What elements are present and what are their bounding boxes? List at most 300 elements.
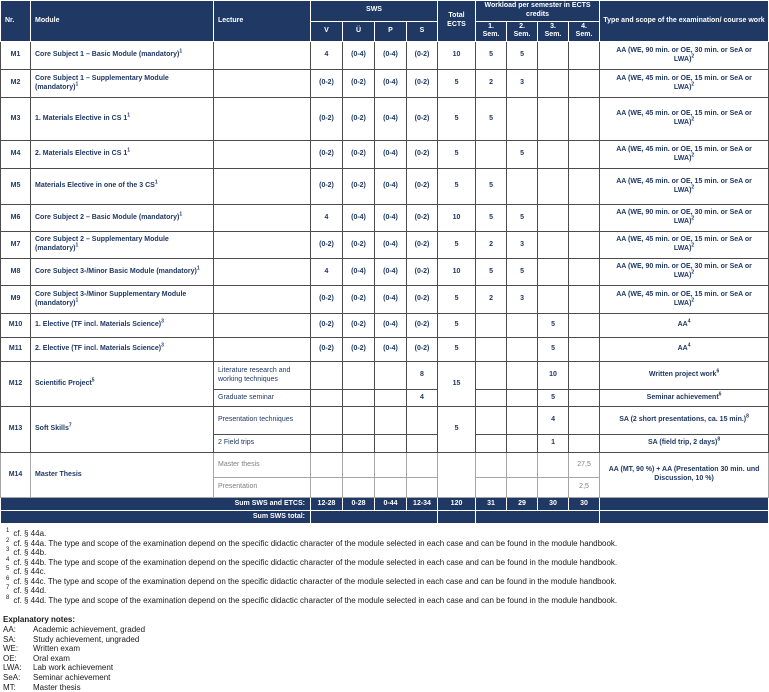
sws-v-cell (311, 478, 343, 498)
abbreviation-description: Lab work achievement (33, 663, 114, 673)
col-header-total-ects: Total ECTS (438, 1, 476, 42)
sem4-workload-cell (569, 232, 600, 259)
sum-sem4: 30 (569, 498, 600, 511)
module-row-M14-sub1 (1, 453, 769, 478)
explanatory-item-lwa (3, 663, 768, 673)
total-ects-cell: 5 (438, 169, 476, 205)
footnote-ref: 1 (179, 48, 183, 55)
sem3-workload-cell (538, 70, 569, 98)
footnote-text: cf. § 44b. The type and scope of the examination depend on the specific didactic character of the module selected in each case and can be found in the module handbook. (13, 557, 618, 567)
sws-v-cell (311, 390, 343, 407)
sum-total-label: Sum SWS total: (1, 511, 311, 524)
col-header-sws-v: V (311, 21, 343, 42)
sem2-workload-cell: 3 (507, 286, 538, 314)
sum-sws-v: 12-28 (311, 498, 343, 511)
footnote-ref: 2 (691, 269, 695, 276)
sws-p-cell: (0-4) (375, 42, 407, 70)
sws-v-cell: (0-2) (311, 70, 343, 98)
sws-u-cell: (0-2) (343, 70, 375, 98)
explanatory-notes-title: Explanatory notes: (3, 615, 76, 624)
sem1-workload-cell: 2 (476, 286, 507, 314)
footnote-ref: 2 (691, 215, 695, 222)
exam-type-cell: AA (WE, 45 min. or OE, 15 min. or SeA or LWA)$^2$ (600, 98, 769, 141)
explanatory-notes-list (3, 625, 768, 692)
module-row-M3 (1, 98, 769, 141)
sum-sem2: 29 (507, 498, 538, 511)
total-ects-cell: 5 (438, 141, 476, 169)
col-header-sem4: 4. Sem. (569, 21, 600, 42)
footnote-ref: 1 (154, 179, 158, 186)
sem1-workload-cell (476, 478, 507, 498)
sws-u-cell: (0-2) (343, 141, 375, 169)
sws-u-cell (343, 362, 375, 390)
sem1-workload-cell: 2 (476, 232, 507, 259)
sem1-workload-cell (476, 407, 507, 435)
col-header-sws-p: P (375, 21, 407, 42)
footnote-6 (3, 577, 768, 587)
lecture-cell (214, 169, 311, 205)
sws-p-cell (375, 453, 407, 478)
footnote-ref: 8 (746, 413, 749, 420)
sws-s-cell: (0-2) (407, 169, 438, 205)
sem4-workload-cell (569, 338, 600, 362)
module-nr: M6 (1, 205, 31, 232)
sws-s-cell (407, 435, 438, 453)
sem4-workload-cell: 27,5 (569, 453, 600, 478)
footnote-ref: 3 (161, 318, 164, 325)
sws-p-cell: (0-4) (375, 70, 407, 98)
sem4-workload-cell (569, 205, 600, 232)
sem4-workload-cell (569, 259, 600, 286)
footnote-ref: 4 (687, 342, 691, 349)
col-header-sem3: 3. Sem. (538, 21, 569, 42)
footnote-ref: 2 (691, 116, 695, 123)
module-name: Core Subject 1 – Supplementary Module (mandatory)$^1$ (31, 70, 214, 98)
total-ects-cell: 10 (438, 259, 476, 286)
sws-p-cell: (0-4) (375, 141, 407, 169)
sem1-workload-cell (476, 390, 507, 407)
exam-type-cell: AA (WE, 90 min. or OE, 30 min. or SeA or LWA)$^2$ (600, 42, 769, 70)
module-nr: M5 (1, 169, 31, 205)
abbreviation-label: SeA: (3, 672, 21, 682)
sem3-workload-cell (538, 42, 569, 70)
exam-type-cell: AA (WE, 45 min. or OE, 15 min. or SeA or LWA)$^2$ (600, 141, 769, 169)
col-header-nr: Nr. (1, 1, 31, 42)
abbreviation-description: Academic achievement, graded (33, 625, 146, 634)
sws-p-cell (375, 478, 407, 498)
module-name: Master Thesis (31, 453, 214, 498)
lecture-cell: Literature research and working techniques (214, 362, 311, 390)
sem3-workload-cell (538, 205, 569, 232)
sws-p-cell (375, 407, 407, 435)
sws-u-cell: (0-4) (343, 205, 375, 232)
sum-exam-blank (600, 498, 769, 511)
sws-u-cell: (0-2) (343, 338, 375, 362)
sem2-workload-cell: 5 (507, 42, 538, 70)
footnote-ref: 7 (68, 422, 72, 429)
col-header-sem1: 1. Sem. (476, 21, 507, 42)
module-nr: M13 (1, 407, 31, 453)
footnote-number: 8 (6, 594, 10, 601)
sem2-workload-cell (507, 407, 538, 435)
footnote-ref: 2 (691, 53, 695, 60)
footnote-ref: 2 (691, 297, 695, 304)
module-row-M13-sub1 (1, 407, 769, 435)
abbreviation-description: Seminar achievement (33, 672, 111, 682)
abbreviation-description: Oral exam (33, 653, 70, 663)
sem1-workload-cell: 5 (476, 98, 507, 141)
module-row-M2 (1, 70, 769, 98)
footnote-8 (3, 596, 768, 606)
footnote-text: cf. § 44d. The type and scope of the examination depend on the specific didactic character of the module selected in each case and can be found in the module handbook. (13, 595, 618, 605)
module-row-M5 (1, 169, 769, 205)
abbreviation-label: OE: (3, 653, 17, 663)
sem4-workload-cell (569, 169, 600, 205)
module-nr: M4 (1, 141, 31, 169)
sem2-workload-cell (507, 98, 538, 141)
sem1-workload-cell (476, 453, 507, 478)
sws-s-cell: (0-2) (407, 314, 438, 338)
module-nr: M11 (1, 338, 31, 362)
sem1-workload-cell: 5 (476, 259, 507, 286)
total-ects-cell: 5 (438, 407, 476, 453)
sws-s-cell: (0-2) (407, 42, 438, 70)
footnote-7 (3, 586, 768, 596)
sum-total-ects: 120 (438, 498, 476, 511)
module-nr: M7 (1, 232, 31, 259)
footnote-ref: 2 (691, 242, 695, 249)
sws-s-cell: (0-2) (407, 205, 438, 232)
footnote-ref: 6 (718, 391, 722, 398)
module-row-M4 (1, 141, 769, 169)
module-name: Materials Elective in one of the 3 $CS^1$ (31, 169, 214, 205)
sem4-workload-cell (569, 70, 600, 98)
sws-s-cell: (0-2) (407, 98, 438, 141)
sem2-workload-cell (507, 435, 538, 453)
exam-type-cell: AA (WE, 45 min. or OE, 15 min. or SeA or LWA)$^2$ (600, 70, 769, 98)
module-row-M11 (1, 338, 769, 362)
sem3-workload-cell (538, 98, 569, 141)
exam-type-cell: AA (WE, 45 min. or OE, 15 min. or SeA or LWA)$^2$ (600, 286, 769, 314)
sws-s-cell: (0-2) (407, 286, 438, 314)
sem3-workload-cell: 1 (538, 435, 569, 453)
sum-sws-u: 0-28 (343, 498, 375, 511)
col-header-sws-u: Ü (343, 21, 375, 42)
sws-u-cell: (0-4) (343, 259, 375, 286)
sws-s-cell (407, 478, 438, 498)
module-name: Scientific Project$^5$ (31, 362, 214, 407)
sws-p-cell: (0-4) (375, 205, 407, 232)
footnote-number: 7 (6, 585, 10, 592)
footnote-ref: 1 (75, 81, 79, 88)
total-ects-cell (438, 453, 476, 498)
module-nr: M3 (1, 98, 31, 141)
module-name: Core Subject 2 – Supplementary Module (mandatory)$^1$ (31, 232, 214, 259)
sws-s-cell: 4 (407, 390, 438, 407)
lecture-cell: Graduate seminar (214, 390, 311, 407)
sum-sem1: 31 (476, 498, 507, 511)
exam-type-cell: AA (WE, 90 min. or OE, 30 min. or SeA or LWA)$^2$ (600, 205, 769, 232)
sem1-workload-cell (476, 141, 507, 169)
sem4-workload-cell (569, 435, 600, 453)
sem2-workload-cell: 3 (507, 232, 538, 259)
explanatory-notes-section (3, 615, 768, 692)
total-ects-cell: 10 (438, 42, 476, 70)
footnote-ref: 1 (75, 242, 79, 249)
table-body (1, 42, 769, 524)
sem3-workload-cell: 10 (538, 362, 569, 390)
lecture-cell (214, 141, 311, 169)
sws-s-cell (407, 407, 438, 435)
explanatory-item-we (3, 644, 768, 654)
sem1-workload-cell: 5 (476, 169, 507, 205)
footnote-number: 2 (6, 537, 10, 544)
col-header-workload: Workload per semester in ECTS credits (476, 1, 600, 22)
abbreviation-description: Written exam (33, 644, 80, 654)
sem2-workload-cell (507, 314, 538, 338)
sem4-workload-cell (569, 98, 600, 141)
sws-v-cell: (0-2) (311, 338, 343, 362)
module-nr: M2 (1, 70, 31, 98)
sws-p-cell: (0-4) (375, 314, 407, 338)
sem2-workload-cell (507, 478, 538, 498)
module-name: Core Subject 3-/Minor Supplementary Module (mandatory)$^1$ (31, 286, 214, 314)
lecture-cell: Master thesis (214, 453, 311, 478)
sws-v-cell: 4 (311, 205, 343, 232)
sem4-workload-cell (569, 314, 600, 338)
module-nr: M9 (1, 286, 31, 314)
sem2-workload-cell (507, 453, 538, 478)
footnote-ref: 2 (691, 81, 695, 88)
sws-p-cell: (0-4) (375, 169, 407, 205)
module-row-M8 (1, 259, 769, 286)
footnote-1 (3, 529, 768, 539)
total-ects-cell: 5 (438, 98, 476, 141)
sem4-workload-cell (569, 390, 600, 407)
sws-u-cell: (0-2) (343, 98, 375, 141)
sem2-workload-cell (507, 390, 538, 407)
sum-total-exam-blank (600, 511, 769, 524)
footnote-number: 5 (6, 566, 10, 573)
sem2-workload-cell (507, 362, 538, 390)
total-ects-cell: 5 (438, 286, 476, 314)
sem1-workload-cell (476, 362, 507, 390)
sws-p-cell: (0-4) (375, 232, 407, 259)
exam-type-cell: Written project work$^6$ (600, 362, 769, 390)
sem3-workload-cell (538, 141, 569, 169)
footnote-text: cf. § 44c. (13, 567, 46, 576)
sem1-workload-cell: 5 (476, 42, 507, 70)
sem1-workload-cell (476, 338, 507, 362)
sum-total-ects-blank (438, 511, 476, 524)
sws-v-cell (311, 407, 343, 435)
sem3-workload-cell: 5 (538, 314, 569, 338)
explanatory-item-sea (3, 673, 768, 683)
col-header-sem2: 2. Sem. (507, 21, 538, 42)
lecture-cell: 2 Field trips (214, 435, 311, 453)
sws-v-cell (311, 453, 343, 478)
footnote-ref: 2 (691, 184, 695, 191)
sws-s-cell: (0-2) (407, 70, 438, 98)
sem2-workload-cell: 5 (507, 141, 538, 169)
sem4-workload-cell (569, 407, 600, 435)
sem1-workload-cell: 5 (476, 205, 507, 232)
lecture-cell: Presentation techniques (214, 407, 311, 435)
sws-v-cell: (0-2) (311, 286, 343, 314)
total-ects-cell: 5 (438, 70, 476, 98)
footnote-4 (3, 558, 768, 568)
footnote-ref: 8 (717, 436, 721, 443)
module-row-M7 (1, 232, 769, 259)
module-nr: M10 (1, 314, 31, 338)
col-header-module: Module (31, 1, 214, 42)
module-name: Core Subject 3-/Minor Basic Module (mandatory)$^1$ (31, 259, 214, 286)
abbreviation-description: Master thesis (33, 682, 81, 692)
module-name: Core Subject 1 – Basic Module (mandatory)$^1$ (31, 42, 214, 70)
footnotes-section (3, 529, 768, 605)
explanatory-item-oe (3, 654, 768, 664)
sem4-workload-cell (569, 42, 600, 70)
module-nr: M8 (1, 259, 31, 286)
footnote-text: cf. § 44a. (13, 529, 47, 538)
sem3-workload-cell (538, 169, 569, 205)
footnote-ref: 1 (196, 265, 200, 272)
sem3-workload-cell: 5 (538, 338, 569, 362)
total-ects-cell: 5 (438, 314, 476, 338)
sws-p-cell (375, 390, 407, 407)
lecture-cell (214, 98, 311, 141)
sws-p-cell: (0-4) (375, 338, 407, 362)
lecture-cell (214, 70, 311, 98)
sws-u-cell: (0-4) (343, 42, 375, 70)
footnote-number: 3 (6, 547, 10, 554)
col-header-sws: SWS (311, 1, 438, 22)
sws-u-cell (343, 407, 375, 435)
lecture-cell (214, 232, 311, 259)
col-header-sws-s: S (407, 21, 438, 42)
exam-type-cell: $AA^4$ (600, 338, 769, 362)
sws-u-cell: (0-2) (343, 286, 375, 314)
sem4-workload-cell (569, 286, 600, 314)
sem2-workload-cell: 3 (507, 70, 538, 98)
exam-type-cell: AA (WE, 90 min. or OE, 30 min. or SeA or LWA)$^2$ (600, 259, 769, 286)
sws-u-cell: (0-2) (343, 232, 375, 259)
footnote-5 (3, 567, 768, 577)
col-header-lecture: Lecture (214, 1, 311, 42)
explanatory-item-mt (3, 683, 768, 692)
footnote-number: 6 (6, 575, 10, 582)
sem2-workload-cell: 5 (507, 259, 538, 286)
sws-v-cell: (0-2) (311, 232, 343, 259)
total-ects-cell: 10 (438, 205, 476, 232)
sem2-workload-cell (507, 169, 538, 205)
footnote-text: cf. § 44c. The type and scope of the examination depend on the specific didactic character of the module selected in each case and can be found in the module handbook. (13, 576, 617, 586)
sws-v-cell (311, 435, 343, 453)
sws-v-cell: (0-2) (311, 98, 343, 141)
sem4-workload-cell (569, 141, 600, 169)
footnote-ref: 3 (161, 342, 164, 349)
sws-s-cell (407, 453, 438, 478)
footnote-ref: 4 (687, 318, 691, 325)
sum-total-sws-value (311, 511, 438, 524)
footnote-3 (3, 548, 768, 558)
footnote-number: 4 (6, 556, 10, 563)
sum-sws-s: 12-34 (407, 498, 438, 511)
footnote-number: 1 (6, 528, 10, 535)
sws-u-cell (343, 478, 375, 498)
lecture-cell (214, 205, 311, 232)
abbreviation-description: Study achievement, ungraded (33, 634, 140, 644)
sum-sws-ects-row (1, 498, 769, 511)
footnote-text: cf. § 44b. (13, 548, 47, 557)
module-name: 1. Materials Elective in CS $1^1$ (31, 98, 214, 141)
exam-type-cell: SA (2 short presentations, ca. 15 min.)$^8$ (600, 407, 769, 435)
footnote-ref: 5 (91, 377, 95, 384)
table-header (1, 1, 769, 42)
sum-total-sem-blank (476, 511, 600, 524)
lecture-cell (214, 338, 311, 362)
sem3-workload-cell (538, 259, 569, 286)
footnote-ref: 1 (179, 211, 183, 218)
exam-type-cell: AA (MT, 90 %) + AA (Presentation 30 min. und Discussion, 10 %) (600, 453, 769, 498)
total-ects-cell: 15 (438, 362, 476, 407)
total-ects-cell: 5 (438, 338, 476, 362)
module-name: Soft Skills$^7$ (31, 407, 214, 453)
sem3-workload-cell (538, 453, 569, 478)
sws-v-cell: (0-2) (311, 141, 343, 169)
sws-p-cell (375, 435, 407, 453)
sem3-workload-cell: 4 (538, 407, 569, 435)
module-name: 1. Elective (TF incl. Materials Science)$^3$ (31, 314, 214, 338)
sws-p-cell: (0-4) (375, 98, 407, 141)
sum-label: Sum SWS and ETCS: (1, 498, 311, 511)
abbreviation-label: MT: (3, 682, 16, 692)
sws-p-cell: (0-4) (375, 259, 407, 286)
sws-s-cell: (0-2) (407, 232, 438, 259)
sws-u-cell: (0-2) (343, 314, 375, 338)
footnote-2 (3, 539, 768, 549)
sem3-workload-cell (538, 232, 569, 259)
module-row-M6 (1, 205, 769, 232)
explanatory-item-sa (3, 635, 768, 645)
module-nr: M14 (1, 453, 31, 498)
sws-s-cell: (0-2) (407, 259, 438, 286)
module-row-M10 (1, 314, 769, 338)
abbreviation-label: WE: (3, 644, 19, 654)
sws-s-cell: 8 (407, 362, 438, 390)
footnote-text: cf. § 44a. The type and scope of the examination depend on the specific didactic character of the module selected in each case and can be found in the module handbook. (13, 538, 618, 548)
sws-v-cell (311, 362, 343, 390)
module-row-M9 (1, 286, 769, 314)
sws-v-cell: (0-2) (311, 314, 343, 338)
exam-type-cell: $AA^4$ (600, 314, 769, 338)
module-name: Core Subject 2 – Basic Module (mandatory)$^1$ (31, 205, 214, 232)
module-name: 2. Elective (TF incl. Materials Science)$^3$ (31, 338, 214, 362)
sws-v-cell: 4 (311, 259, 343, 286)
sws-s-cell: (0-2) (407, 141, 438, 169)
sws-v-cell: 4 (311, 42, 343, 70)
module-row-M12-sub1 (1, 362, 769, 390)
sem4-workload-cell (569, 362, 600, 390)
exam-type-cell: Seminar achievement$^6$ (600, 390, 769, 407)
col-header-exam-type: Type and scope of the examination/ course work (600, 1, 769, 42)
sem3-workload-cell (538, 478, 569, 498)
sem2-workload-cell (507, 338, 538, 362)
sem1-workload-cell: 2 (476, 70, 507, 98)
lecture-cell (214, 42, 311, 70)
sem1-workload-cell (476, 435, 507, 453)
footnote-ref: 6 (716, 368, 720, 375)
